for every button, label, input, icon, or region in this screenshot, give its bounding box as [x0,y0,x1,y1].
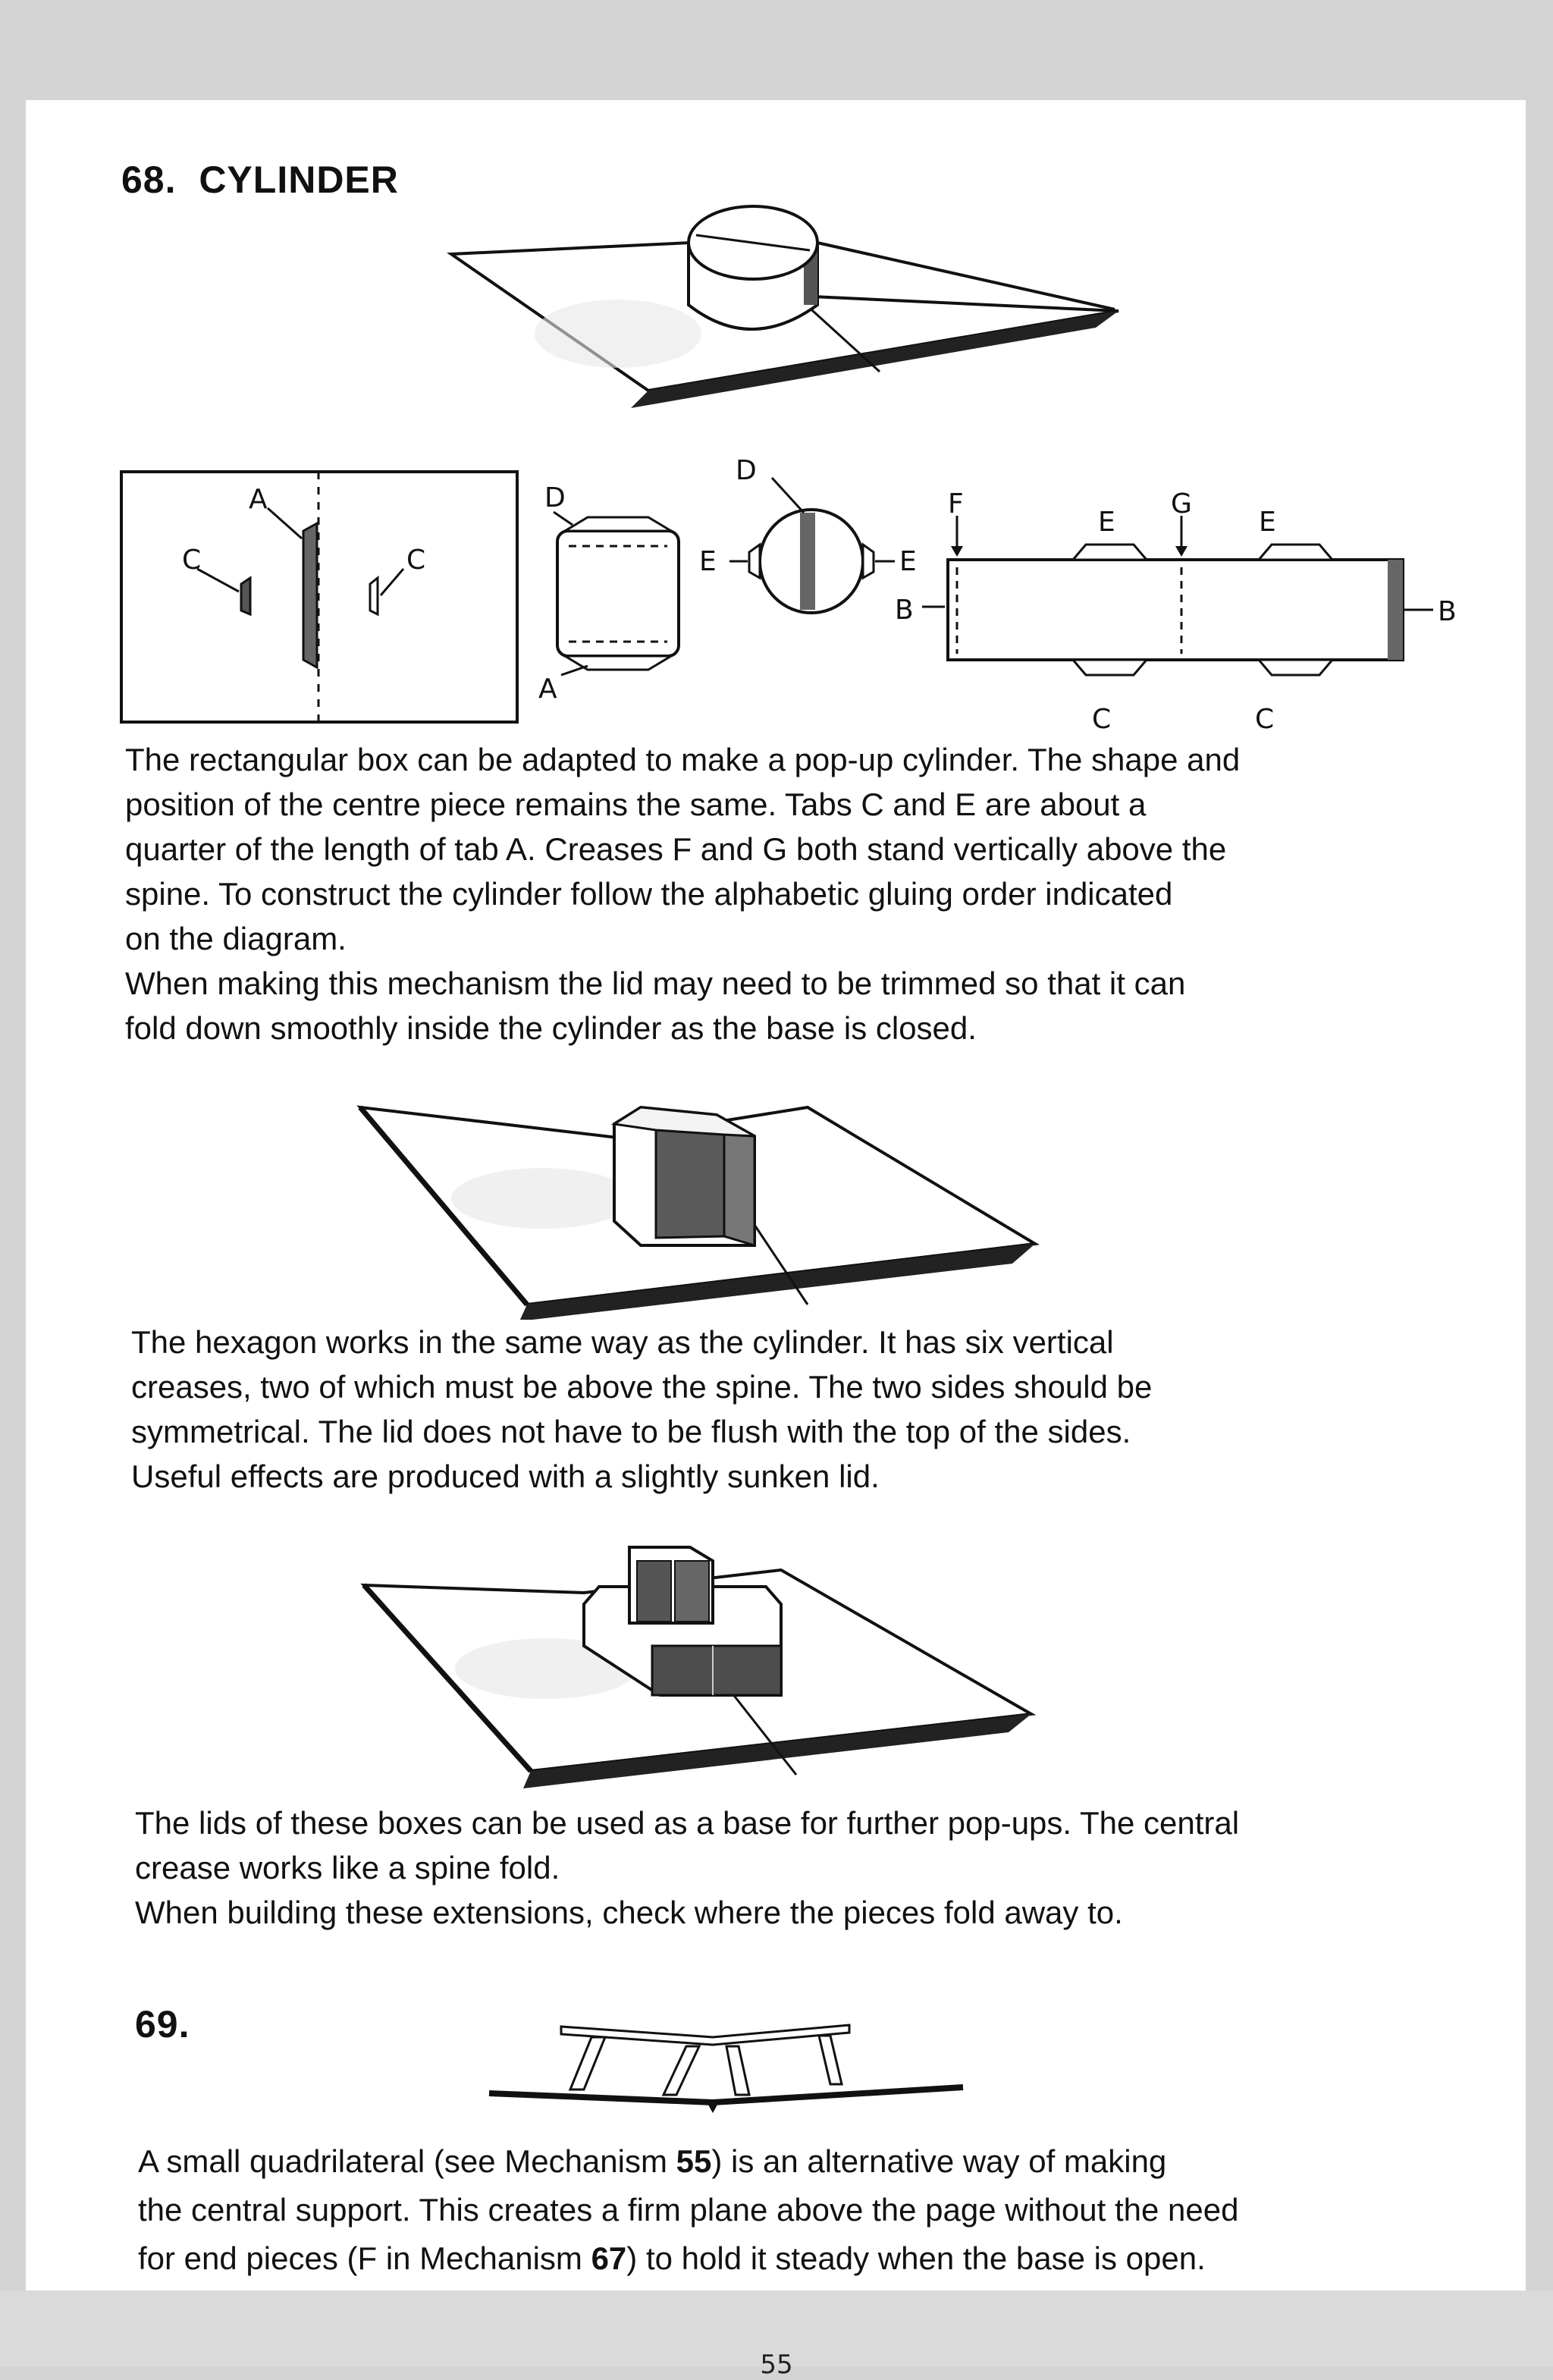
text-line: A small quadrilateral (see Mechanism 55) is an alternative way of making [138,2143,1167,2179]
text-line: The hexagon works in the same way as the cylinder. It has six vertical [131,1324,1114,1360]
label-g: G [1171,488,1192,520]
text-line: spine. To construct the cylinder follow the alphabetic gluing order indicated [125,876,1173,912]
label-a-lid: A [538,673,557,705]
quadrilateral-description [138,2137,1238,2283]
text-line: When making this mechanism the lid may need to be trimmed so that it can [125,966,1186,1001]
text-line: The lids of these boxes can be used as a base for further pop-ups. The central [135,1805,1240,1841]
text-line: fold down smoothly inside the cylinder as the base is closed. [125,1010,977,1046]
label-e-right: E [899,546,917,577]
text-line: symmetrical. The lid does not have to be flush with the top of the sides. [131,1414,1131,1449]
text-line: crease works like a spine fold. [135,1850,560,1885]
extensions-description [135,1801,1239,1935]
section-68-number: 68. [121,159,177,201]
cylinder-description [125,737,1240,1050]
label-e-strip-right: E [1259,507,1276,538]
text-line: The rectangular box can be adapted to make a pop-up cylinder. The shape and [125,742,1241,777]
text-line: position of the centre piece remains the same. Tabs C and E are about a [125,787,1147,822]
section-69-heading [135,2002,190,2046]
label-c-right: C [406,545,426,576]
section-68-title: CYLINDER [199,159,399,201]
cylinder-popup-illustration [432,190,1130,432]
text-line: When building these extensions, check where the pieces fold away to. [135,1895,1123,1930]
label-a-base: A [249,484,268,515]
label-e-left: E [699,546,717,577]
text-line: on the diagram. [125,921,347,956]
section-69-number: 69. [135,2003,190,2046]
text-line: the central support. This creates a firm plane above the page without the need [138,2192,1239,2228]
stacked-boxes-illustration [356,1540,1054,1790]
label-b-right: B [1438,596,1457,627]
label-c-strip-left: C [1092,704,1112,735]
hexagon-popup-illustration [353,1077,1050,1320]
quadrilateral-support-illustration [485,2010,971,2124]
label-d-lid: D [544,482,566,513]
label-c-strip-right: C [1255,704,1275,735]
label-e-strip-left: E [1098,507,1115,538]
text-line: Useful effects are produced with a slightly sunken lid. [131,1458,880,1494]
hexagon-description [131,1320,1152,1499]
text-line: quarter of the length of tab A. Creases F and G both stand vertically above the [125,831,1227,867]
section-68-heading [121,158,399,202]
label-c-left: C [182,545,202,576]
label-f: F [948,488,964,520]
cylinder-net-diagram [114,455,1479,743]
text-line: for end pieces (F in Mechanism 67) to hold it steady when the base is open. [138,2240,1206,2276]
label-d-circle: D [736,455,757,486]
page-number: 55 [760,2350,793,2380]
text-line: creases, two of which must be above the spine. The two sides should be [131,1369,1153,1405]
label-b-left: B [895,595,914,626]
